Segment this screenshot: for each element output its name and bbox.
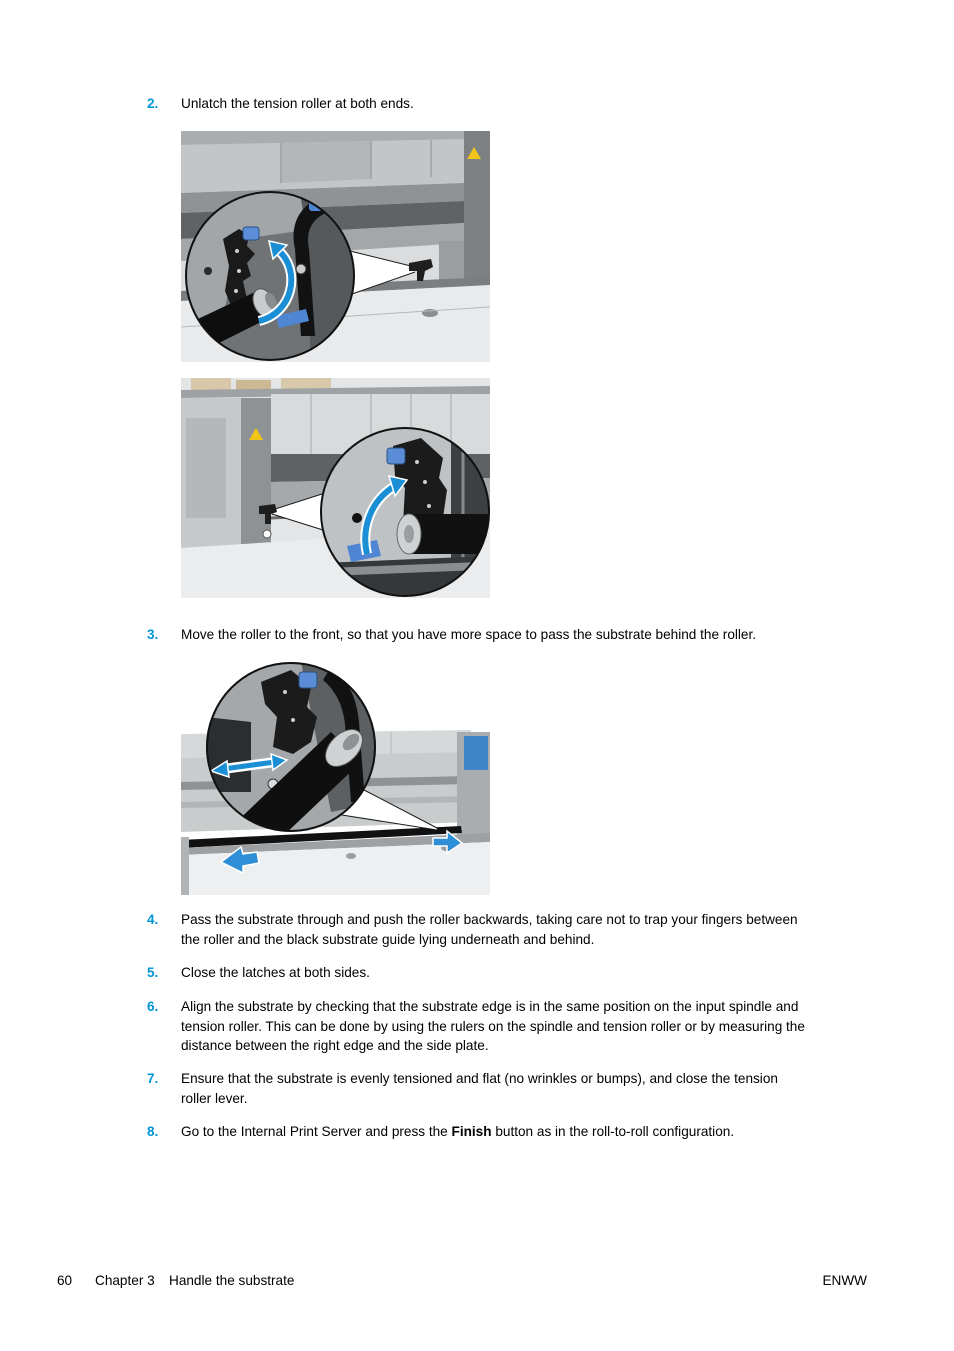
locale-code: ENWW bbox=[822, 1273, 867, 1288]
step-text-after: button as in the roll-to-roll configuration. bbox=[491, 1124, 735, 1139]
step-number: 4. bbox=[147, 912, 159, 927]
step-text-line: distance between the right edge and the side plate. bbox=[181, 1038, 489, 1053]
step-number: 2. bbox=[147, 96, 159, 111]
figure-unlatch-tension-roller-left-end bbox=[181, 378, 490, 598]
latch-handle bbox=[299, 672, 317, 688]
step-number: 5. bbox=[147, 965, 159, 980]
section-title: Handle the substrate bbox=[169, 1273, 295, 1288]
step-number: 8. bbox=[147, 1124, 159, 1139]
latch-handle bbox=[243, 227, 259, 240]
step-text-line: roller lever. bbox=[181, 1090, 248, 1106]
latch-handle bbox=[387, 448, 405, 464]
step-number: 7. bbox=[147, 1071, 159, 1086]
step-number: 6. bbox=[147, 999, 159, 1014]
step-text-line: Align the substrate by checking that the substrate edge is in the same position on the input spindle and bbox=[181, 999, 799, 1014]
step-text-before: Go to the Internal Print Server and press the bbox=[181, 1124, 452, 1139]
chapter-label: Chapter 3 bbox=[95, 1273, 155, 1288]
step-text-line: Unlatch the tension roller at both ends. bbox=[181, 96, 414, 111]
page-footer bbox=[0, 1271, 954, 1291]
step-text bbox=[181, 1069, 778, 1108]
step-text bbox=[181, 625, 756, 645]
step-text bbox=[181, 910, 798, 949]
control-screen bbox=[464, 736, 488, 770]
page-number: 60 bbox=[57, 1273, 73, 1288]
figure-move-roller-front bbox=[181, 662, 490, 895]
step-text-line: the roller and the black substrate guide lying underneath and behind. bbox=[181, 931, 595, 947]
step-text-line: Pass the substrate through and push the roller backwards, taking care not to trap your fingers between bbox=[181, 912, 798, 927]
step-number: 3. bbox=[147, 627, 159, 642]
step-text bbox=[181, 963, 370, 983]
step-text-line: Ensure that the substrate is evenly tensioned and flat (no wrinkles or bumps), and close the tension bbox=[181, 1071, 778, 1086]
step-text-line bbox=[181, 1122, 734, 1142]
step-text-line: tension roller. This can be done by using the rulers on the spindle and tension roller or by measuring the bbox=[181, 1018, 805, 1034]
step-text bbox=[181, 94, 414, 114]
finish-button-reference: Finish bbox=[451, 1124, 492, 1139]
figure-unlatch-tension-roller-right-end bbox=[181, 131, 490, 362]
step-text bbox=[181, 997, 805, 1056]
step-text bbox=[181, 1122, 734, 1142]
step-text-line: Close the latches at both sides. bbox=[181, 965, 370, 980]
step-text-line: Move the roller to the front, so that you have more space to pass the substrate behind the roller. bbox=[181, 627, 757, 642]
